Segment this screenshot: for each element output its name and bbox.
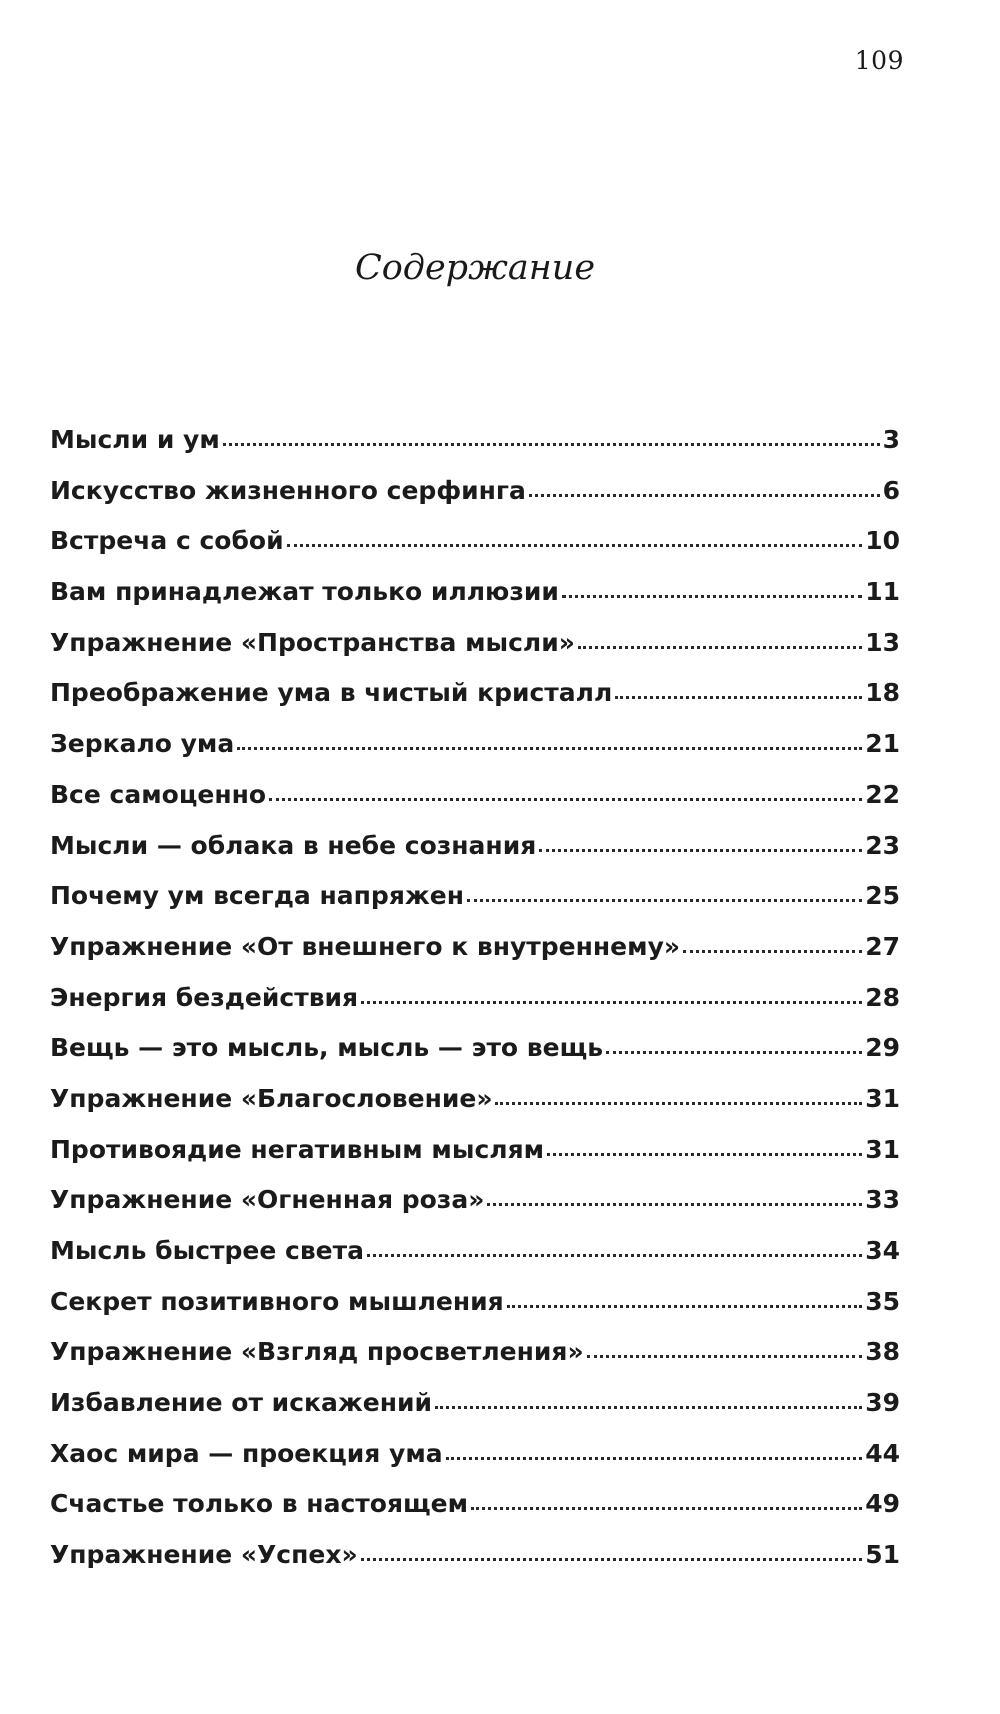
dot-leader (495, 1098, 862, 1105)
toc-entry-title: Искусство жизненного серфинга (50, 475, 526, 505)
toc-entry-page: 13 (865, 627, 900, 657)
dot-leader (446, 1453, 863, 1460)
toc-entry-page: 31 (865, 1134, 900, 1164)
toc-entry (50, 1084, 900, 1135)
toc-entry-page: 39 (865, 1388, 900, 1418)
toc-entry-title: Преображение ума в чистый кристалл (50, 678, 613, 708)
toc-entry-page: 23 (865, 830, 900, 860)
dot-leader (367, 1250, 862, 1257)
dot-leader (467, 895, 862, 902)
toc-entry (50, 881, 900, 932)
toc-entry-page: 51 (865, 1540, 900, 1570)
dot-leader (539, 845, 862, 852)
dot-leader (507, 1301, 862, 1308)
toc-entry-page: 22 (865, 779, 900, 809)
dot-leader (547, 1149, 862, 1156)
toc-entry (50, 932, 900, 983)
toc-entry-title: Хаос мира — проекция ума (50, 1438, 443, 1468)
toc-entry-title: Все самоценно (50, 779, 267, 809)
toc-entry-page: 44 (865, 1438, 900, 1468)
toc-entry-page: 31 (865, 1083, 900, 1113)
toc-entry (50, 1033, 900, 1084)
toc-entry-title: Мысли и ум (50, 425, 220, 454)
dot-leader (435, 1402, 862, 1409)
toc-entry-title: Упражнение «Успех» (50, 1540, 358, 1570)
toc-entry-title: Вещь — это мысль, мысль — это вещь (50, 1033, 604, 1063)
dot-leader (683, 946, 862, 953)
toc-entry-page: 35 (865, 1286, 900, 1316)
toc-entry (50, 1135, 900, 1186)
toc-entry (50, 729, 900, 780)
toc-entry (50, 425, 900, 476)
toc-entry-title: Встреча с собой (50, 526, 284, 556)
toc-entry-page: 10 (865, 526, 900, 556)
dot-leader (615, 692, 862, 699)
toc-entry-title: Мысль быстрее света (50, 1236, 364, 1265)
dot-leader (237, 743, 862, 750)
toc-entry (50, 1337, 900, 1388)
toc-entry-page: 33 (865, 1185, 900, 1215)
toc-entry (50, 526, 900, 577)
toc-entry (50, 1236, 900, 1287)
toc-entry-title: Секрет позитивного мышления (50, 1286, 504, 1316)
toc-entry-title: Почему ум всегда напряжен (50, 881, 464, 911)
toc-entry-page: 28 (865, 982, 900, 1012)
table-of-contents (50, 425, 900, 1591)
dot-leader (361, 997, 862, 1004)
toc-entry-title: Мысли — облака в небе сознания (50, 830, 537, 860)
toc-entry (50, 983, 900, 1034)
dot-leader (487, 1199, 862, 1206)
toc-entry-page: 18 (865, 678, 900, 708)
dot-leader (529, 490, 880, 497)
toc-entry-title: Упражнение «Огненная роза» (50, 1185, 485, 1215)
toc-entry (50, 1185, 900, 1236)
toc-entry (50, 476, 900, 527)
toc-entry (50, 577, 900, 628)
toc-entry-title: Избавление от искажений (50, 1388, 432, 1418)
toc-entry (50, 780, 900, 831)
toc-entry-page: 34 (865, 1236, 900, 1265)
dot-leader (606, 1047, 862, 1054)
contents-title: Содержание (354, 248, 596, 288)
dot-leader (223, 439, 880, 446)
toc-entry-page: 6 (882, 475, 900, 505)
toc-entry-title: Противоядие негативным мыслям (50, 1134, 545, 1164)
toc-entry (50, 1439, 900, 1490)
toc-entry (50, 1540, 900, 1591)
dot-leader (587, 1351, 863, 1358)
dot-leader (361, 1554, 863, 1561)
toc-entry-page: 21 (865, 729, 900, 759)
toc-entry-title: Упражнение «Пространства мысли» (50, 627, 575, 657)
page-number: 109 (854, 46, 904, 75)
toc-entry (50, 1287, 900, 1338)
toc-entry-title: Вам принадлежат только иллюзии (50, 577, 559, 607)
toc-entry-title: Упражнение «Взгляд просветления» (50, 1337, 584, 1367)
toc-entry-page: 3 (882, 425, 900, 454)
toc-entry (50, 1388, 900, 1439)
toc-entry-page: 11 (865, 577, 900, 607)
toc-entry (50, 628, 900, 679)
dot-leader (269, 794, 862, 801)
toc-entry-page: 38 (865, 1337, 900, 1367)
dot-leader (287, 540, 863, 547)
toc-entry (50, 678, 900, 729)
toc-entry-title: Зеркало ума (50, 729, 235, 759)
toc-entry-title: Счастье только в настоящем (50, 1489, 469, 1519)
toc-entry-title: Упражнение «От внешнего к внутреннему» (50, 931, 681, 961)
dot-leader (562, 591, 862, 598)
toc-entry-page: 25 (865, 881, 900, 911)
toc-entry-title: Упражнение «Благословение» (50, 1083, 493, 1113)
toc-entry-page: 49 (865, 1489, 900, 1519)
toc-entry-title: Энергия бездействия (50, 982, 359, 1012)
toc-entry-page: 27 (865, 931, 900, 961)
dot-leader (471, 1503, 862, 1510)
toc-entry (50, 831, 900, 882)
toc-entry (50, 1489, 900, 1540)
dot-leader (578, 642, 862, 649)
toc-entry-page: 29 (865, 1033, 900, 1063)
